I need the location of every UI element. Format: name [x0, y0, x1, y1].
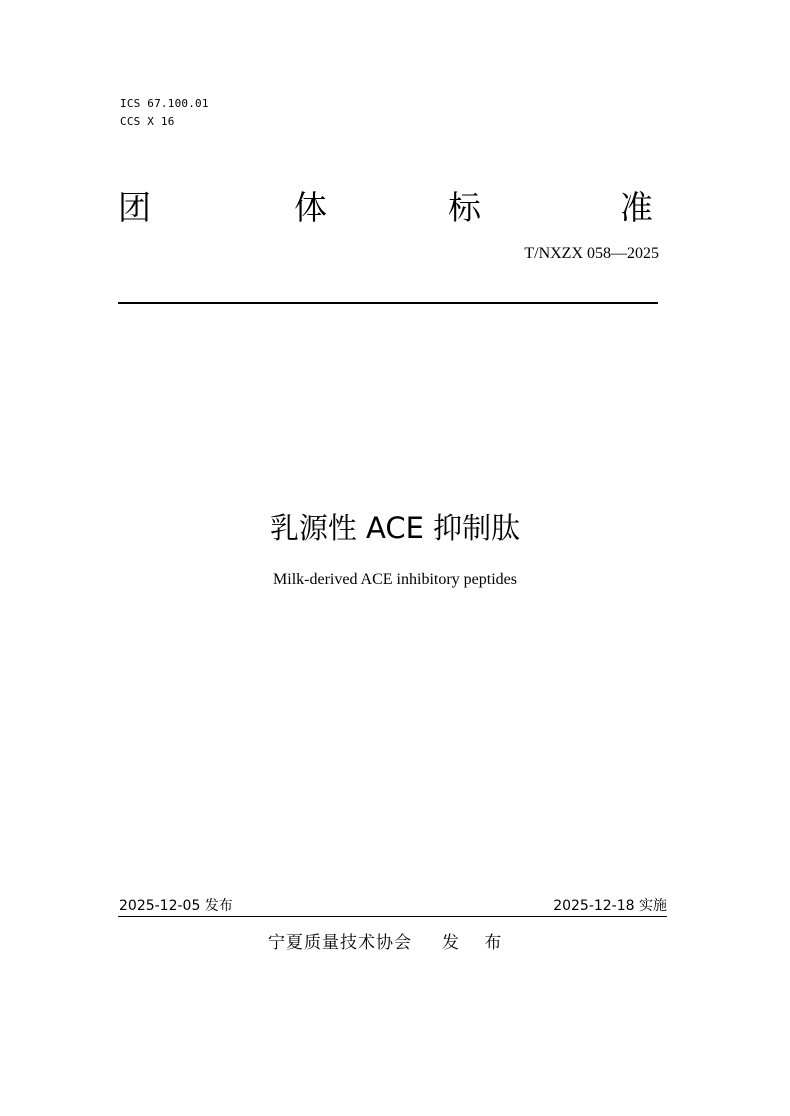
ics-code: ICS 67.100.01 [120, 97, 209, 110]
standard-type-heading [118, 186, 658, 230]
standard-type-char: 准 [620, 188, 653, 227]
standard-number: T/NXZX 058—2025 [524, 245, 659, 262]
standard-type-char: 标 [448, 188, 481, 227]
standard-type-char: 团 [118, 188, 151, 227]
publisher-action: 发 布 [442, 933, 512, 953]
implementation-date: 2025-12-18 实施 [553, 898, 667, 914]
standard-type-char: 体 [294, 188, 327, 227]
document-title-english: Milk-derived ACE inhibitory peptides [273, 571, 517, 588]
publisher-organization: 宁夏质量技术协会 [268, 933, 412, 953]
date-line [118, 896, 667, 917]
document-title-chinese: 乳源性 ACE 抑制肽 [269, 511, 521, 545]
publisher-line [268, 930, 511, 956]
header-divider [118, 302, 658, 304]
publish-date: 2025-12-05 发布 [119, 898, 233, 914]
ccs-code: CCS X 16 [120, 115, 175, 128]
